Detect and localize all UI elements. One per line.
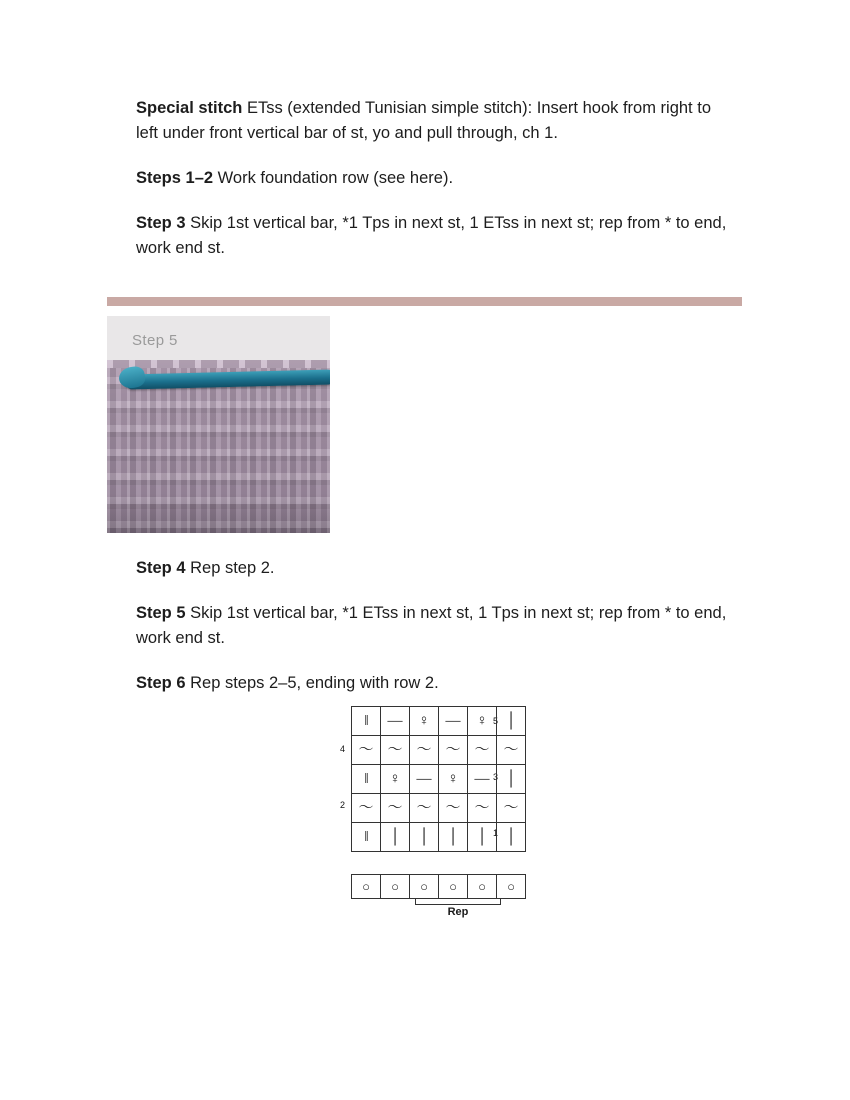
paragraph-step-5 (136, 601, 736, 651)
chart-cell: ♀ (468, 707, 497, 736)
chart-cell: ～ (381, 736, 410, 765)
photo-bottom-shadow (107, 493, 330, 533)
chart-row-label-1: 1 (493, 828, 499, 838)
chart-cell: │ (497, 765, 526, 794)
chart-cell: — (410, 765, 439, 794)
chart-cell: ～ (468, 736, 497, 765)
rep-bracket-line (415, 899, 501, 905)
chart-cell: │ (381, 823, 410, 852)
paragraph-body-text: Rep step 2. (185, 559, 275, 577)
chart-cell: ～ (410, 736, 439, 765)
chart-cell: │ (468, 823, 497, 852)
chart-cell: ○ (497, 875, 526, 899)
chart-rep-bracket (415, 899, 501, 918)
chart-cell: ○ (410, 875, 439, 899)
chart-cell: ～ (497, 736, 526, 765)
chart-row-label-5: 5 (493, 716, 499, 726)
chart-cell: ♀ (439, 765, 468, 794)
paragraph-lead-label: Step 6 (136, 674, 186, 693)
chart-cell: — (468, 765, 497, 794)
chart-cell: │ (497, 707, 526, 736)
chart-row (352, 707, 526, 736)
chart-row (352, 875, 526, 899)
chart-cell: ～ (497, 794, 526, 823)
paragraph-body-text: Skip 1st vertical bar, *1 Tps in next st, 1 ETss in next st; rep from * to end, work end st. (136, 214, 727, 258)
chart-row-label-4: 4 (340, 744, 346, 754)
chart-row (352, 736, 526, 765)
chart-cell: ‖ (352, 765, 381, 794)
paragraph-body-text: ETss (extended Tunisian simple stitch): Insert hook from right to left under front vertical bar of st, yo and pull through, ch 1. (136, 99, 711, 143)
chart-cell: │ (497, 823, 526, 852)
chart-cell: — (381, 707, 410, 736)
paragraph-step-4 (136, 556, 736, 581)
paragraph-step-6 (136, 671, 736, 696)
chart-row (352, 794, 526, 823)
chart-cell: ○ (439, 875, 468, 899)
instruction-text-block (136, 96, 736, 281)
chart-cell: ～ (439, 794, 468, 823)
chart-row-label-2: 2 (340, 800, 346, 810)
chart-cell: ‖ (352, 707, 381, 736)
chart-foundation-row (351, 874, 526, 899)
chart-row (352, 765, 526, 794)
chart-cell: │ (439, 823, 468, 852)
paragraph-step-3 (136, 211, 736, 261)
chart-cell: ○ (352, 875, 381, 899)
chart-cell: ♀ (381, 765, 410, 794)
chart-cell: ～ (468, 794, 497, 823)
chart-cell: ○ (468, 875, 497, 899)
instruction-text-block-2 (136, 556, 736, 716)
paragraph-lead-label: Step 4 (136, 559, 186, 577)
paragraph-body-text: Work foundation row (see here). (213, 169, 454, 188)
chart-cell: ‖ (352, 823, 381, 852)
paragraph-special-stitch (136, 96, 736, 146)
paragraph-lead-label: Special stitch (136, 99, 243, 117)
stitch-chart (318, 706, 533, 918)
chart-cell: — (439, 707, 468, 736)
chart-grid (351, 706, 526, 852)
photo-caption: Step 5 (132, 332, 178, 349)
paragraph-lead-label: Steps 1–2 (136, 169, 214, 188)
chart-cell: ♀ (410, 707, 439, 736)
paragraph-body-text: Rep steps 2–5, ending with row 2. (185, 674, 439, 693)
section-divider (107, 297, 742, 306)
chart-cell: │ (410, 823, 439, 852)
chart-cell: ～ (381, 794, 410, 823)
paragraph-steps-1-2 (136, 166, 736, 191)
rep-label: Rep (447, 906, 469, 918)
chart-row (352, 823, 526, 852)
step-5-photo (107, 316, 330, 533)
chart-row-label-3: 3 (493, 772, 499, 782)
chart-cell: ～ (410, 794, 439, 823)
chart-cell: ～ (439, 736, 468, 765)
paragraph-lead-label: Step 3 (136, 214, 186, 233)
paragraph-lead-label: Step 5 (136, 604, 186, 623)
chart-cell: ～ (352, 736, 381, 765)
paragraph-body-text: Skip 1st vertical bar, *1 ETss in next st, 1 Tps in next st; rep from * to end, work end st. (136, 604, 727, 648)
chart-cell: ～ (352, 794, 381, 823)
chart-cell: ○ (381, 875, 410, 899)
